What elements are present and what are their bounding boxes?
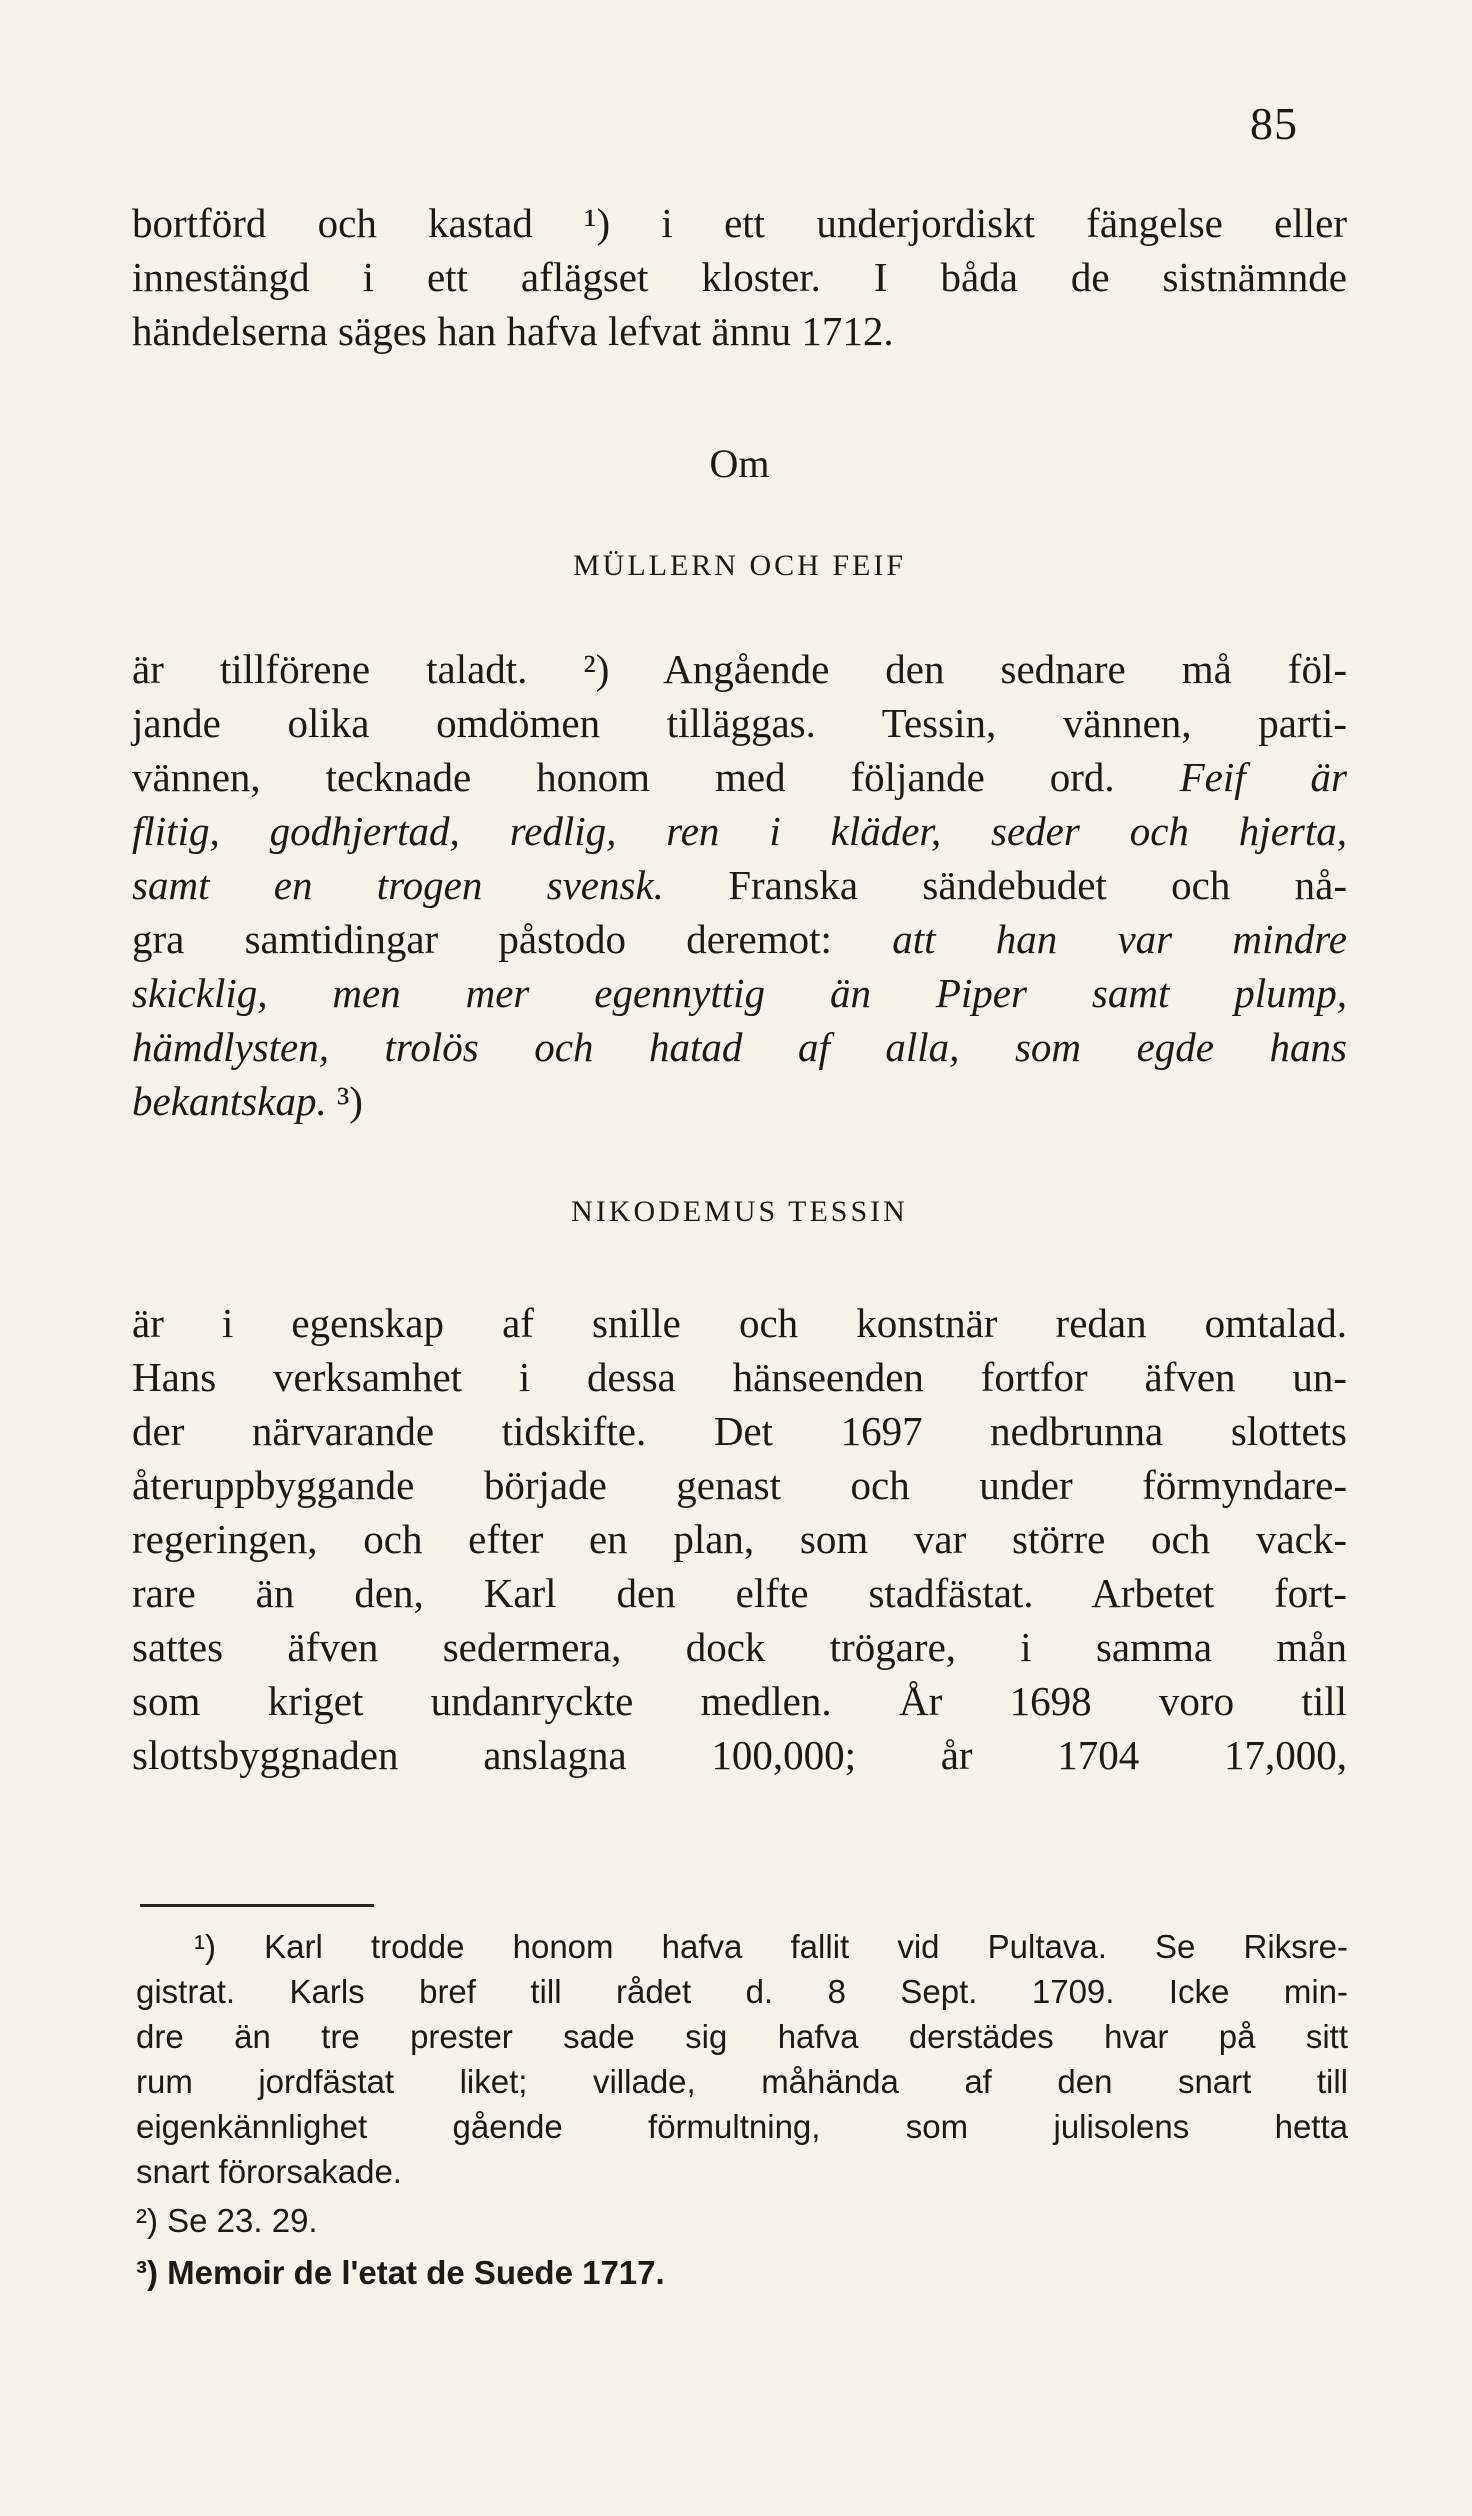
italic-run: hämdlysten, trolös och hatad af alla, som egde hans	[132, 1024, 1347, 1070]
footnote-1	[136, 1924, 1348, 2194]
text-line: regeringen, och efter en plan, som var större och vack-	[132, 1516, 1347, 1562]
text-run: är tillförene taladt. ²) Angående den sednare må föl-	[132, 646, 1347, 692]
text-line: innestängd i ett aflägset kloster. I båda de sistnämnde	[132, 254, 1347, 300]
italic-run: att han var mindre	[892, 916, 1347, 962]
text-line: rare än den, Karl den elfte stadfästat. Arbetet fort-	[132, 1570, 1347, 1616]
text-line: händelserna säges han hafva lefvat ännu 1712.	[132, 308, 894, 354]
text-line	[132, 750, 1347, 804]
text-run: vännen, tecknade honom med följande ord.	[132, 754, 1180, 800]
text-line	[132, 696, 1347, 750]
text-run: jande olika omdömen tilläggas. Tessin, vännen, parti-	[132, 700, 1347, 746]
footnote-2: ²) Se 23. 29.	[136, 2202, 318, 2239]
text-run: ³)	[326, 1078, 363, 1124]
section-heading-mullern-feif: MÜLLERN OCH FEIF	[572, 549, 906, 582]
footnote-3: ³) Memoir de l'etat de Suede 1717.	[136, 2254, 665, 2291]
section-heading-tessin: NIKODEMUS TESSIN	[571, 1195, 908, 1228]
text-line	[132, 642, 1347, 696]
text-line: återuppbyggande började genast och under förmyndare-	[132, 1462, 1347, 1508]
footnotes	[136, 1924, 1348, 2298]
footnote-line: eigenkännlighet gående förmultning, som julisolens hetta	[136, 2108, 1348, 2145]
text-line: der närvarande tidskifte. Det 1697 nedbrunna slottets	[132, 1408, 1347, 1454]
footnote-line: snart förorsakade.	[136, 2153, 402, 2190]
text-line: Hans verksamhet i dessa hänseenden fortfor äfven un-	[132, 1354, 1347, 1400]
intro-paragraph	[132, 196, 1347, 358]
text-line	[132, 804, 1347, 858]
page-number: 85	[1250, 98, 1298, 149]
text-line: som kriget undanryckte medlen. År 1698 voro till	[132, 1678, 1347, 1724]
text-line: sattes äfven sedermera, dock trögare, i samma mån	[132, 1624, 1347, 1670]
paragraph-mullern-feif	[132, 642, 1347, 1128]
footnote-line: rum jordfästat liket; villade, måhända af den snart till	[136, 2063, 1348, 2100]
footnote-divider	[140, 1904, 374, 1907]
text-run: Franska sändebudet och nå-	[663, 862, 1347, 908]
text-line	[132, 858, 1347, 912]
italic-run: Feif är	[1179, 754, 1347, 800]
main-text	[132, 196, 1347, 1782]
text-line	[132, 966, 1347, 1020]
text-line: bortförd och kastad ¹) i ett underjordiskt fängelse eller	[132, 200, 1347, 246]
text-run: gra samtidingar påstodo deremot:	[132, 916, 893, 962]
italic-run: flitig, godhjertad, redlig, ren i kläder, seder och hjerta,	[132, 808, 1347, 854]
footnote-line: gistrat. Karls bref till rådet d. 8 Sept. 1709. Icke min-	[136, 1973, 1348, 2010]
text-line	[132, 1020, 1347, 1074]
text-line: slottsbyggnaden anslagna 100,000; år 1704 17,000,	[132, 1732, 1347, 1778]
text-line	[132, 1074, 1347, 1128]
italic-run: bekantskap.	[132, 1078, 327, 1124]
heading-om: Om	[709, 441, 770, 486]
text-line: är i egenskap af snille och konstnär redan omtalad.	[132, 1300, 1347, 1346]
paragraph-tessin	[132, 1296, 1347, 1782]
footnote-line: ¹) Karl trodde honom hafva fallit vid Pultava. Se Riksre-	[194, 1928, 1348, 1965]
italic-run: samt en trogen svensk.	[132, 862, 664, 908]
italic-run: skicklig, men mer egennyttig än Piper samt plump,	[132, 970, 1347, 1016]
footnote-line: dre än tre prester sade sig hafva derstädes hvar på sitt	[136, 2018, 1348, 2055]
text-line	[132, 912, 1347, 966]
